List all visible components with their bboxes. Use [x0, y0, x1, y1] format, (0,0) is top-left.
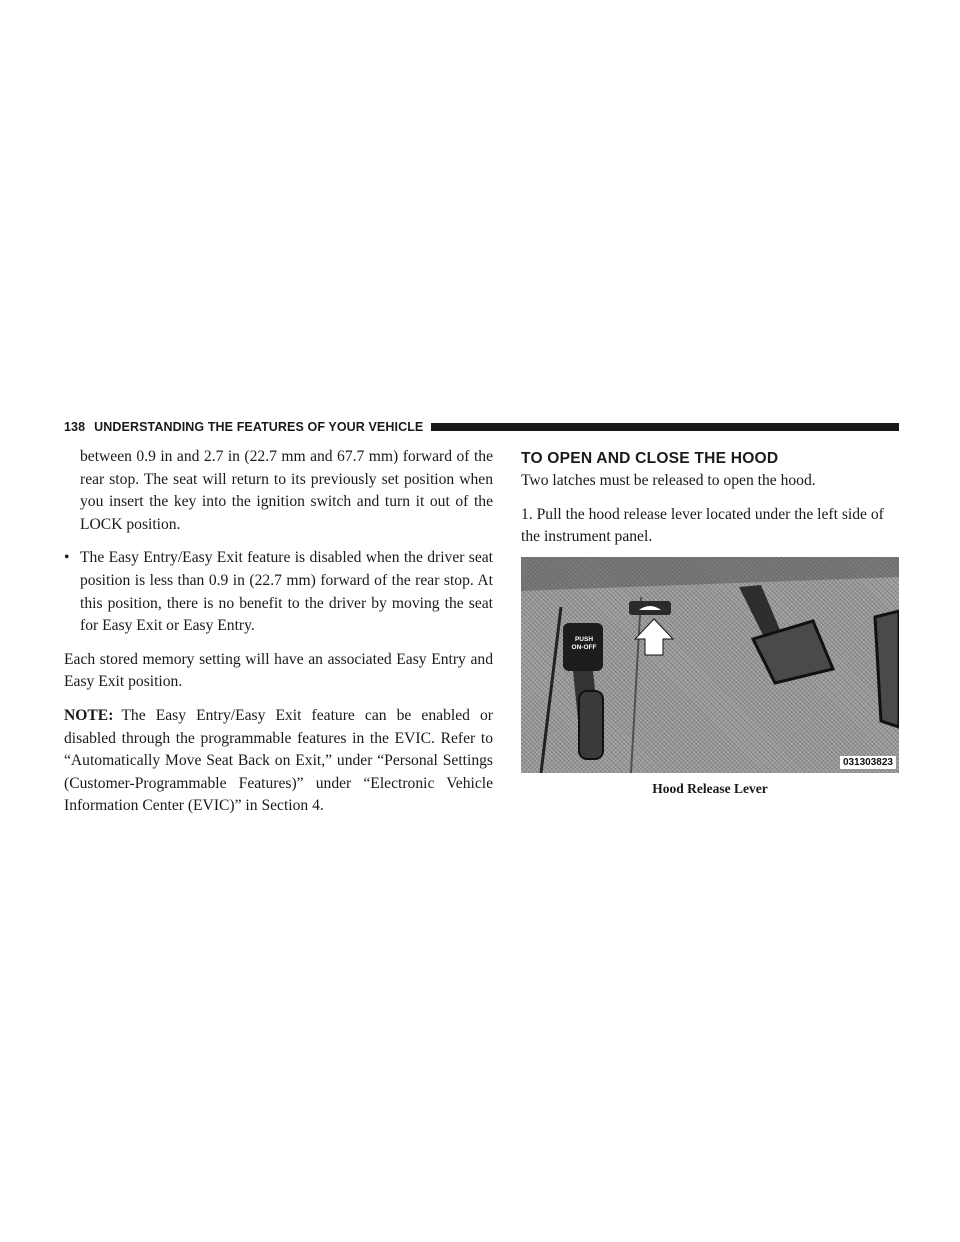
right-column	[521, 446, 899, 797]
section-title: UNDERSTANDING THE FEATURES OF YOUR VEHICLE	[94, 420, 424, 434]
figure-id: 031303823	[840, 756, 896, 769]
console-edge-line	[631, 597, 641, 773]
up-arrow-icon	[635, 619, 673, 655]
note-label: NOTE:	[64, 706, 114, 724]
floor-edge-line	[541, 607, 561, 773]
bullet-icon: •	[64, 549, 70, 567]
note-paragraph	[64, 705, 493, 818]
right-pedal-pad	[875, 611, 899, 727]
memory-setting-paragraph: Each stored memory setting will have an associated Easy Entry and Easy Exit position.	[64, 650, 493, 691]
hood-step-1: 1. Pull the hood release lever located under the left side of the instrument panel.	[521, 505, 884, 546]
hood-heading: TO OPEN AND CLOSE THE HOOD	[521, 450, 779, 467]
figure-caption: Hood Release Lever	[652, 780, 768, 796]
bullet-item	[64, 547, 493, 637]
dashboard-shape	[521, 557, 899, 591]
bullet-text: The Easy Entry/Easy Exit feature is disabled when the driver seat position is less than 0.9 in (22.7 mm) forward of the rear stop. At this position, there is no benefit to the driver by moving the seat for Easy Exit or Easy Entry.	[80, 549, 493, 635]
note-text: The Easy Entry/Easy Exit feature can be enabled or disabled through the programmable features in the EVIC. Refer to “Automatically Move Seat Back on Exit,” under “Personal Settings (Customer-Programmable Features)” under “Electronic Vehicle Information Center (EVIC)” in Section 4.	[64, 706, 493, 815]
push-on-off-label: PUSH ON-OFF	[571, 635, 597, 651]
page-header	[64, 420, 899, 434]
gas-pedal-pad	[579, 691, 603, 759]
continued-paragraph: between 0.9 in and 2.7 in (22.7 mm and 67.7 mm) forward of the rear stop. The seat will return to its previously set position when you insert the key into the ignition switch and turn it out of the LOCK position.	[80, 448, 493, 533]
page-number: 138	[64, 420, 86, 434]
hood-release-figure	[521, 557, 899, 773]
header-rule	[431, 423, 899, 431]
pedal-illustration	[521, 557, 899, 773]
left-column	[64, 446, 493, 818]
hood-intro: Two latches must be released to open the hood.	[521, 472, 816, 489]
